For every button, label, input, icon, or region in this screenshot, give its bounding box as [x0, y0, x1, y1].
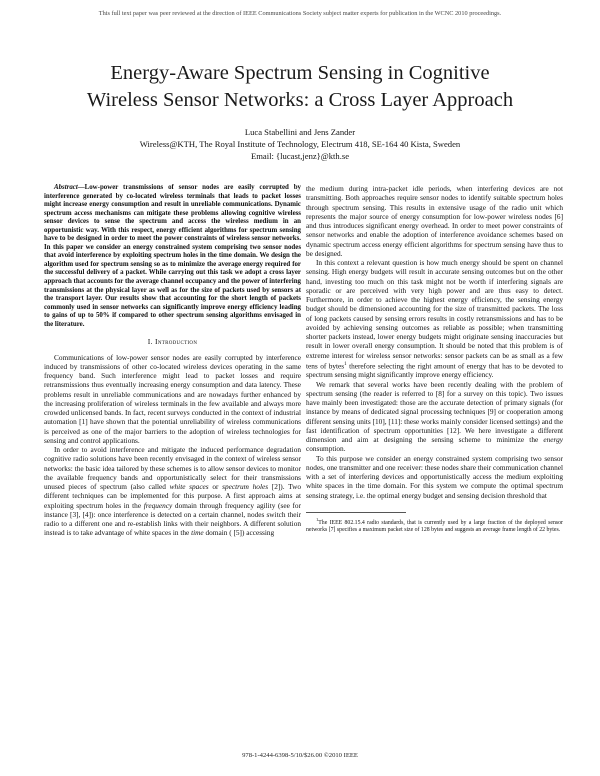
body-paragraph-system: To this purpose we consider an energy constrained system comprising two sensor nodes, one transmitter and one receiver: these nodes share their communication channel with a set of interfering devices and opportunistically access the medium exploiting white spaces in the time domain. For this system we compute the optimal spectrum sensing strategy, i.e. the optimal energy budget and sensing decision threshold that [306, 453, 563, 500]
intro-paragraph-2 [44, 445, 301, 538]
copyright-footer: 978-1-4244-6398-5/10/$26.00 ©2010 IEEE [242, 752, 358, 759]
title-line-1: Energy-Aware Spectrum Sensing in Cognitive [110, 62, 490, 84]
text-run: consumption. [306, 444, 346, 454]
intro-paragraph-1: Communications of low-power sensor nodes are easily corrupted by interference induced by transmissions of other co-located wireless devices operating in the same frequency band. Such interference might lead to packet losses and require retransmissions thus eventually increasing energy consumption and data latency. These problems result in unreliable communications and are nowadays further enhanced by the increasing proliferation of wireless terminals in the few available and always more crowded unlicensed bands. In fact, recent surveys conducted in the context of industrial automation [1] have shown that the potential unreliability of wireless communications is perceived as one of the major barriers to the adoption of wireless technologies for sensing and control applications. [44, 352, 301, 445]
section-heading-introduction: I. Introduction [147, 337, 198, 347]
text-run: We remark that several works have been recently dealing with the problem of spectrum sensing (the reader is referred to [8] for a survey on this topic). Two issues have mainly been investigated: those are the accurate detection of primary signals (for instance by means of dedicated signal processing techniques [9] or cooperation among different sensing units [10], [11]: these works mainly consider licensed settings) and the fast identification of spectrum opportunities [12]. We here investigate a different dimension and aim at designing the sensing scheme to minimize the [306, 379, 563, 445]
abstract-body: —Low-power transmissions of sensor nodes are easily corrupted by interference generated by co-located wireless terminals that leads to packet losses might increase energy consumption and result in unreliable communications. Dynamic spectrum access mechanisms can mitigate these problems allowing cognitive wireless sensor devices to sense the spectrum and access the wireless medium in an opportunistic way. With this respect, energy efficient algorithms for spectrum sensing have to be designed in order to meet the power constraints of wireless sensor networks. In this paper we consider an energy constrained system comprising two sensor nodes that avoid interference by exploiting spectrum holes in the time domain. We design the algorithm used for spectrum sensing so as to minimize the average energy required for the successful delivery of a packet. While carrying out this task we adopt a cross layer approach that accounts for the average channel occupancy and the power of interfering transmissions at the physical layer as well as for the size of packets used by sensors at the transport layer. Our results show that accounting for the short length of packets commonly used in sensor networks can significantly improve energy efficiency leading to gains of up to 50% if compared to other spectrum sensing algorithms envisaged in the literature. [44, 184, 301, 328]
text-run: therefore selecting the right amount of energy that has to be devoted to spectrum sensing might significantly improve energy efficiency. [306, 361, 563, 380]
footnote [306, 516, 563, 534]
author-names: Luca Stabellini and Jens Zander [244, 127, 356, 137]
body-paragraph-energy-question [306, 258, 563, 380]
author-affiliation: Wireless@KTH, The Royal Institute of Technology, Electrum 418, SE-164 40 Kista, Sweden [139, 139, 461, 150]
footnote-text: The IEEE 802.15.4 radio standards, that is currently used by a large fraction of the deployed sensor networks [7] specifies a maximum packet size of 128 bytes and suggests an average frame length of 22 bytes. [306, 519, 563, 534]
title-line-2: Wireless Sensor Networks: a Cross Layer Approach [86, 89, 514, 111]
abstract [44, 184, 301, 329]
body-paragraph-continued: the medium during intra-packet idle periods, when interfering devices are not transmitting. Both approaches require sensor nodes to identify suitable spectrum holes through spectrum sensing. This results in extensive usage of the radio unit which represents the major source of energy consumption for low-power wireless nodes [6] and thus introduces significant energy overhead. In order to meet power constraints of sensor networks and enable the adoption of interference avoidance schemes based on dynamic spectrum access energy efficient algorithms for spectrum sensing have thus to be designed. [306, 184, 563, 258]
text-run: or [208, 482, 223, 492]
right-column [306, 184, 563, 534]
emphasis: white spaces [169, 482, 209, 492]
footnote-ref: 1 [344, 361, 347, 367]
text-run: domain through frequency agility (see for instance [3], [4]): once interference is detected on a certain channel, nodes switch their radio to a different one and re-establish links with their neighbors. A different solution instead is to take advantage of white spaces in the [44, 500, 301, 538]
author-email: Email: {lucast,jenz}@kth.se [250, 151, 350, 162]
left-column [44, 184, 301, 538]
emphasis: spectrum holes [222, 482, 269, 492]
header-note: This full text paper was peer reviewed at the direction of IEEE Communications Society subject matter experts for publication in the WCNC 2010 proceedings. [98, 10, 502, 17]
paper-title [20, 60, 580, 114]
body-paragraph-related-work [306, 380, 563, 454]
text-run: domain ( [5]) accessing [203, 528, 275, 538]
footnote-mark: 1 [316, 516, 319, 522]
text-run: In order to avoid interference and mitigate the induced performance degradation cognitive radio solutions have been recently envisaged in the context of wireless sensor networks: the basic idea tailored by these schemes is to allow sensor devices to monitor the available frequency bands and opportunistically select for their transmissions unused pieces of spectrum (also called [44, 445, 301, 492]
author-block [20, 126, 580, 163]
text-run: [2]). Two different techniques can be implemented for this purpose. A first approach aims at exploiting spectrum holes in the [44, 482, 301, 510]
emphasis: energy [543, 435, 563, 445]
emphasis: time [191, 528, 204, 538]
abstract-lead: Abstract [54, 184, 78, 191]
emphasis: frequency [143, 500, 173, 510]
text-run: In this context a relevant question is how much energy should be spent on channel sensing. High energy budgets will result in accurate sensing outcomes but on the other hand, investing too much on this task might not be worth if interfering signals are sporadic or are perceived with very high power and are thus easy to detect. Furthermore, in order to achieve the highest energy efficiency, the sensing energy budget should be dimensioned accounting for the size of transmitted packets. The loss of long packets caused by sensing errors results in costly retransmissions and has to be avoided by achieving sensing outcomes as reliable as possible; when transmitting shorter packets instead, lower energy budgets might originate sensing inaccuracies but result in lower overall energy consumption. It should be noted that this problem is of extreme interest for wireless sensor networks: sensor packets can be as small as a few tens of bytes [306, 258, 563, 371]
